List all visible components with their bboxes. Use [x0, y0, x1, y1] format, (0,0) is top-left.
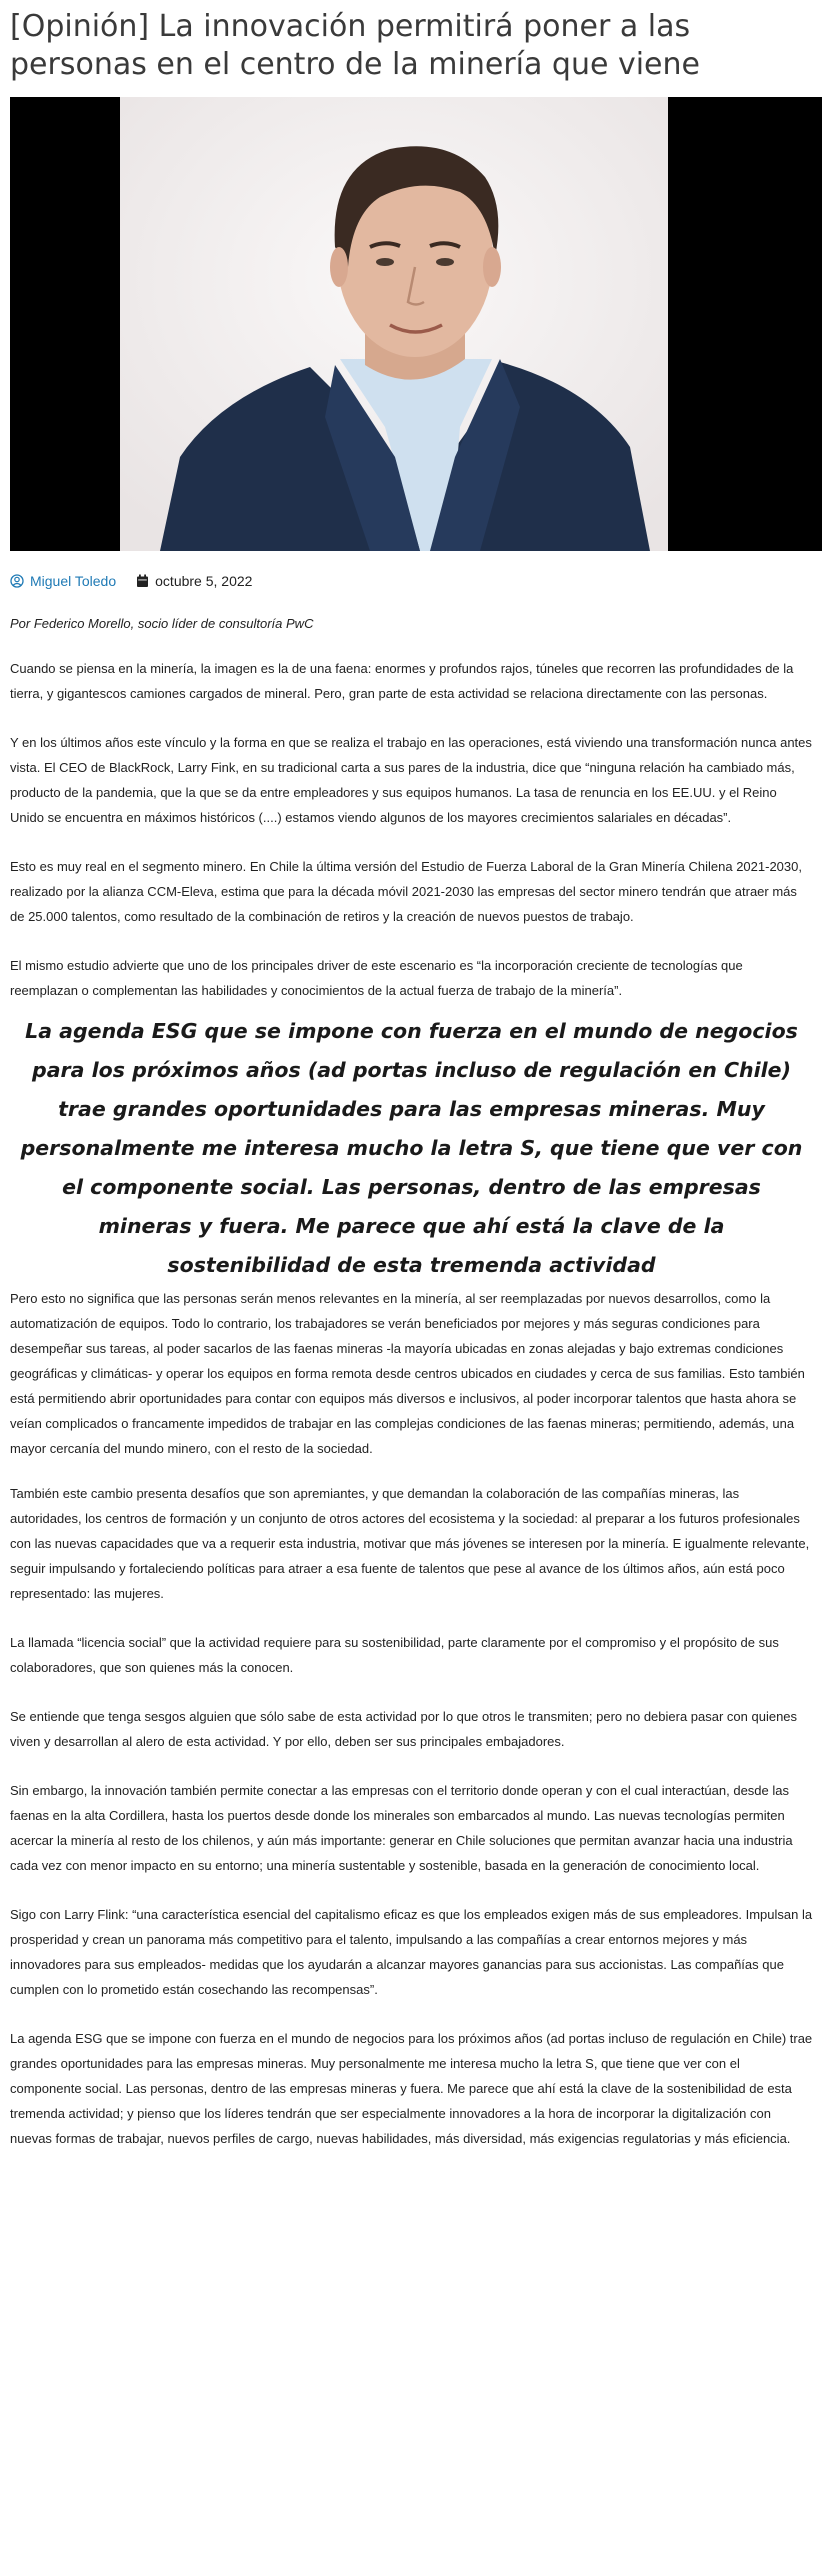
post-date [136, 573, 252, 589]
post-date-text: octubre 5, 2022 [155, 573, 253, 589]
article-paragraph: Pero esto no significa que las personas serán menos relevantes en la minería, al ser reemplazadas por nuevos desarrollos, como la automatización de equipos. Todo lo contrario, los trabajadores se verán beneficiados por mejores y más seguras condiciones para desempeñar sus tareas, al poder sacarlos de las faenas mineras -la mayoría ubicadas en zonas alejadas y bajo extremas condiciones geográficas y climáticas- y operar los equipos en forma remota desde centros ubicados en ciudades y cerca de sus familias. Esto también está permitiendo abrir oportunidades para contar con equipos más diversos e inclusivos, al poder incorporar talentos que hasta ahora se veían complicados o francamente impedidos de trabajar en las complejas condiciones de las faenas mineras; permitiendo, además, una mayor cercanía del mundo minero, con el resto de la sociedad. [10, 1291, 805, 1456]
author-link[interactable] [10, 573, 116, 589]
article-paragraph: El mismo estudio advierte que uno de los principales driver de este escenario es “la incorporación creciente de tecnologías que reemplazan o complementan las habilidades y conocimientos de la actual fuerza de trabajo de la minería”. [10, 958, 743, 998]
calendar-icon [136, 574, 149, 588]
pull-quote: La agenda ESG que se impone con fuerza en el mundo de negocios para los próximos años (ad portas incluso de regulación en Chile) trae grandes oportunidades para las empresas mineras. Muy personalmente me interesa mucho la letra S, que tiene que ver con el componente social. Las personas, dentro de las empresas mineras y fuera. Me parece que ahí está la clave de la sostenibilidad de esta tremenda actividad [20, 1019, 803, 1277]
author-name[interactable]: Miguel Toledo [30, 573, 117, 589]
article-paragraph: La agenda ESG que se impone con fuerza en el mundo de negocios para los próximos años (ad portas incluso de regulación en Chile) trae grandes oportunidades para las empresas mineras. Muy personalmente me interesa mucho la letra S, que tiene que ver con el componente social. Las personas, dentro de las empresas mineras y fuera. Me parece que ahí está la clave de la sostenibilidad de esta tremenda actividad; y pienso que los líderes tendrán que ser especialmente innovadores a la hora de incorporar la digitalización con nuevas formas de trabajar, nuevos perfiles de cargo, nuevas habilidades, más diversidad, más exigencias regulatorias y más eficiencia. [10, 2031, 813, 2146]
article-paragraph: Cuando se piensa en la minería, la imagen es la de una faena: enormes y profundos rajos, túneles que recorren las profundidades de la tierra, y gigantescos camiones cargados de mineral. Pero, gran parte de esta actividad se relaciona directamente con las personas. [10, 661, 794, 701]
featured-image [10, 97, 822, 551]
article-paragraph: Se entiende que tenga sesgos alguien que sólo sabe de esta actividad por lo que otros le transmiten; pero no debiera pasar con quienes viven y desarrollan al alero de esta actividad. Y por ello, deben ser sus principales embajadores. [10, 1709, 798, 1749]
article-paragraph: La llamada “licencia social” que la actividad requiere para su sostenibilidad, parte claramente por el compromiso y el propósito de sus colaboradores, que son quienes más la conocen. [10, 1635, 779, 1675]
portrait-illustration [120, 97, 668, 551]
post-meta [10, 573, 813, 589]
article-paragraph: Sigo con Larry Flink: “una característica esencial del capitalismo eficaz es que los empleados exigen más de sus empleadores. Impulsan la prosperidad y crean un panorama más competitivo para el talento, impulsando a las compañías a crear entornos mejores y más innovadores para sus empleados- medidas que los ayudarán a alcanzar mayores ganancias para sus accionistas. Las compañías que cumplen con lo prometido están cosechando las recompensas”. [10, 1907, 813, 1997]
article-paragraph: Sin embargo, la innovación también permite conectar a las empresas con el territorio donde operan y con el cual interactúan, desde las faenas en la alta Cordillera, hasta los puertos desde donde los minerales son embarcados al mundo. Las nuevas tecnologías permiten acercar la minería al resto de los chilenos, y aún más importante: generar en Chile soluciones que permitan avanzar hacia una industria cada vez con menor impacto en su entorno; una minería sustentable y sostenible, basada en la generación de conocimiento local. [10, 1783, 793, 1873]
user-circle-icon [10, 574, 24, 588]
article-byline: Por Federico Morello, socio líder de consultoría PwC [10, 616, 314, 631]
article-paragraph: Esto es muy real en el segmento minero. En Chile la última versión del Estudio de Fuerza Laboral de la Gran Minería Chilena 2021-2030, realizado por la alianza CCM-Eleva, estima que para la década móvil 2021-2030 las empresas del sector minero tendrán que atraer más de 25.000 talentos, como resultado de la combinación de retiros y la creación de nuevos puestos de trabajo. [10, 859, 802, 924]
author-portrait-photo [120, 97, 668, 551]
article-title: [Opinión] La innovación permitirá poner a las personas en el centro de la minería que viene [10, 9, 700, 82]
article-paragraph: Y en los últimos años este vínculo y la forma en que se realiza el trabajo en las operaciones, está viviendo una transformación nunca antes vista. El CEO de BlackRock, Larry Fink, en su tradicional carta a sus pares de la industria, dice que “ninguna relación ha cambiado más, producto de la pandemia, que la que se da entre empleadores y sus equipos humanos. La tasa de renuncia en los EE.UU. y el Reino Unido se encuentra en máximos históricos (....) estamos viendo algunos de los mayores crecimientos salariales en décadas”. [10, 735, 812, 825]
article-paragraph: También este cambio presenta desafíos que son apremiantes, y que demandan la colaboración de las compañías mineras, las autoridades, los centros de formación y un conjunto de otros actores del ecosistema y la sociedad: al preparar a los futuros profesionales con las nuevas capacidades que va a requerir esta industria, motivar que más jóvenes se interesen por la minería. E igualmente relevante, seguir impulsando y fortaleciendo políticas para atraer a esa fuente de talentos que pese al avance de los últimos años, aún está poco representado: las mujeres. [10, 1486, 810, 1601]
